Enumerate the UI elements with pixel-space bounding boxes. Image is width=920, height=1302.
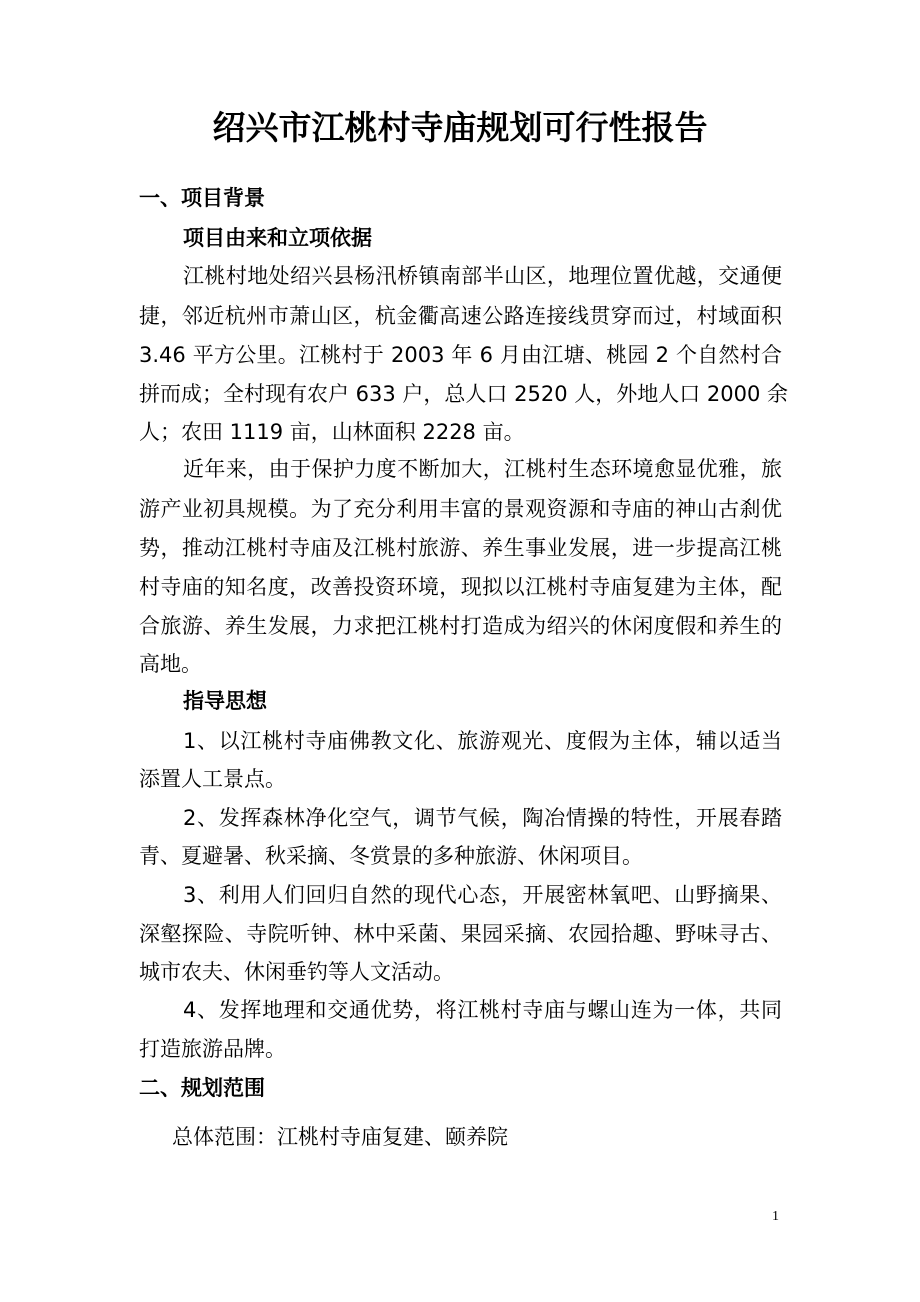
list-item-line: 1、以江桃村寺庙佛教文化、旅游观光、度假为主体，辅以适当	[183, 729, 782, 753]
paragraph-line: 村寺庙的知名度，改善投资环境，现拟以江桃村寺庙复建为主体，配	[139, 575, 782, 599]
paragraph-line: 游产业初具规模。为了充分利用丰富的景观资源和寺庙的神山古刹优	[139, 497, 782, 521]
list-item-line: 打造旅游品牌。	[139, 1037, 286, 1061]
document-title: 绍兴市江桃村寺庙规划可行性报告	[212, 108, 708, 147]
paragraph-line: 拼而成；全村现有农户 633 户，总人口 2520 人，外地人口 2000 余	[139, 382, 789, 406]
list-item-line: 3、利用人们回归自然的现代心态，开展密林氧吧、山野摘果、	[183, 883, 782, 907]
section-heading-background: 一、项目背景	[139, 186, 265, 210]
page-number: 1	[772, 1209, 779, 1224]
scope-text: 总体范围：江桃村寺庙复建、颐养院	[172, 1125, 508, 1149]
paragraph-line: 江桃村地处绍兴县杨汛桥镇南部半山区，地理位置优越，交通便	[183, 264, 782, 288]
paragraph-line: 捷，邻近杭州市萧山区，杭金衢高速公路连接线贯穿而过，村域面积	[139, 304, 782, 328]
list-item-line: 深壑探险、寺院听钟、林中采菌、果园采摘、农园拾趣、野味寻古、	[139, 922, 782, 946]
list-item-line: 2、发挥森林净化空气，调节气候，陶冶情操的特性，开展春踏	[183, 806, 782, 830]
subheading-guiding-ideas: 指导思想	[183, 689, 267, 713]
list-item-line: 4、发挥地理和交通优势，将江桃村寺庙与螺山连为一体，共同	[183, 998, 782, 1022]
subheading-origin: 项目由来和立项依据	[183, 226, 372, 250]
list-item-line: 青、夏避暑、秋采摘、冬赏景的多种旅游、休闲项目。	[139, 844, 643, 868]
paragraph-line: 势，推动江桃村寺庙及江桃村旅游、养生事业发展，进一步提高江桃	[139, 536, 782, 560]
paragraph-line: 人；农田 1119 亩，山林面积 2228 亩。	[139, 420, 525, 444]
paragraph-line: 高地。	[139, 652, 202, 676]
paragraph-line: 3.46 平方公里。江桃村于 2003 年 6 月由江塘、桃园 2 个自然村合	[139, 343, 782, 367]
section-heading-scope: 二、规划范围	[139, 1076, 265, 1100]
list-item-line: 城市农夫、休闲垂钓等人文活动。	[139, 960, 454, 984]
list-item-line: 添置人工景点。	[139, 767, 286, 791]
paragraph-line: 合旅游、养生发展，力求把江桃村打造成为绍兴的休闲度假和养生的	[139, 614, 782, 638]
paragraph-line: 近年来，由于保护力度不断加大，江桃村生态环境愈显优雅，旅	[183, 457, 782, 481]
